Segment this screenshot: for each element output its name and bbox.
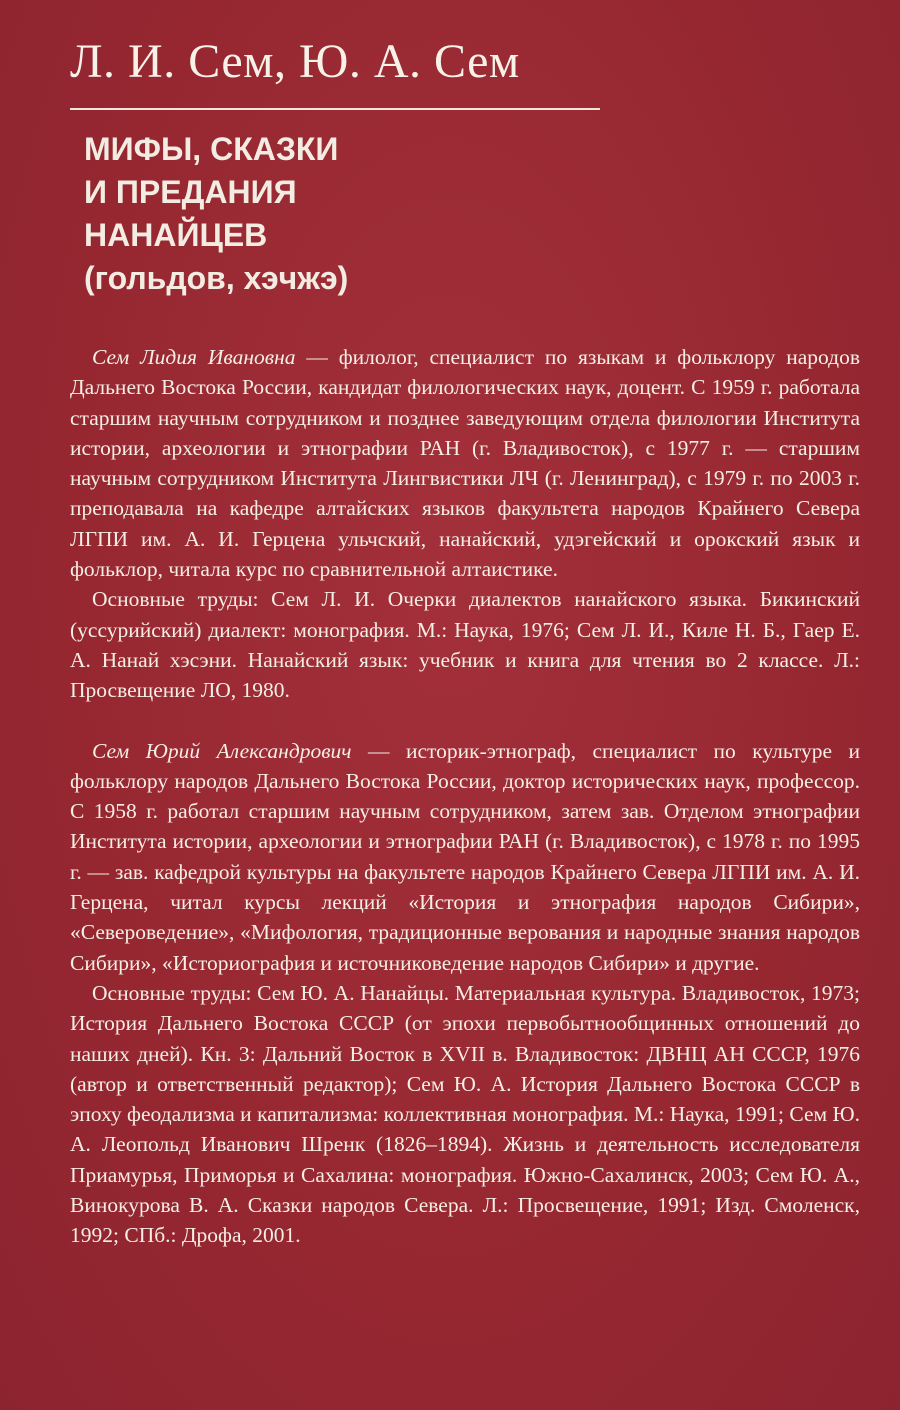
title-line: И ПРЕДАНИЯ <box>84 174 297 210</box>
book-title <box>84 128 860 300</box>
bio-text-lidia: — филолог, специалист по языкам и фольклору народов Дальнего Востока России, кандидат филологических наук, доцент. С 1959 г. работала старшим научным сотрудником и позднее заведующим отдела филологии Института истории, археологии и этнографии РАН (г. Владивосток), с 1977 г. — старшим научным сотрудником Института Лингвистики ЛЧ (г. Ленинград), с 1979 г. по 2003 г. преподавала на кафедре алтайских языков факультета народов Крайнего Севера ЛГПИ им. А. И. Герцена ульчский, нанайский, удэгейский и орокский язык и фольклор, читала курс по сравнительной алтаистике. <box>70 345 860 582</box>
works-paragraph-yuri: Основные труды: Сем Ю. А. Нанайцы. Материальная культура. Владивосток, 1973; История Дальнего Востока СССР (от эпохи первобытнообщинных отношений до наших дней). Кн. 3: Дальний Восток в XVII в. Владивосток: ДВНЦ АН СССР, 1976 (автор и ответственный редактор); Сем Ю. А. История Дальнего Востока СССР в эпоху феодализма и капитализма: коллективная монография. М.: Наука, 1991; Сем Ю. А. Леопольд Иванович Шренк (1826–1894). Жизнь и деятельность исследователя Приамурья, Приморья и Сахалина: монография. Южно-Сахалинск, 2003; Сем Ю. А., Винокурова В. А. Сказки народов Севера. Л.: Просвещение, 1991; Изд. Смоленск, 1992; СПб.: Дрофа, 2001. <box>70 980 860 1248</box>
author-name-yuri: Сем Юрий Александрович <box>92 738 352 763</box>
works-paragraph-lidia: Основные труды: Сем Л. И. Очерки диалектов нанайского языка. Бикинский (уссурийский) диалект: монография. М.: Наука, 1976; Сем Л. И., Киле Н. Б., Гаер Е. А. Нанай хэсэни. Нанайский язык: учебник и книга для чтения во 2 классе. Л.: Просвещение ЛО, 1980. <box>70 587 860 703</box>
bio-paragraph-yuri <box>70 736 860 978</box>
title-divider <box>70 108 600 110</box>
author-name-lidia: Сем Лидия Ивановна <box>92 345 296 369</box>
bio-paragraph-lidia <box>70 342 860 584</box>
bio-text-yuri: — историк-этнограф, специалист по культуре и фольклору народов Дальнего Востока России, доктор исторических наук, профессор. С 1958 г. работал старшим научным сотрудником, затем зав. Отделом этнографии Института истории, археологии и этнографии РАН (г. Владивосток), с 1978 г. по 1995 г. — зав. кафедрой культуры на факультете народов Крайнего Севера ЛГПИ им. А. И. Герцена, читал курсы лекций «История и этнография народов Сибири», «Североведение», «Мифология, традиционные верования и народные знания народов Сибири», «Историография и источниковедение народов Сибири» и другие. <box>70 738 861 975</box>
title-subtitle: (гольдов, хэчжэ) <box>84 260 349 296</box>
author-bios <box>70 342 860 1251</box>
authors-heading: Л. И. Сем, Ю. А. Сем <box>70 35 520 88</box>
title-line: НАНАЙЦЕВ <box>84 217 268 253</box>
title-line: МИФЫ, СКАЗКИ <box>84 131 339 167</box>
